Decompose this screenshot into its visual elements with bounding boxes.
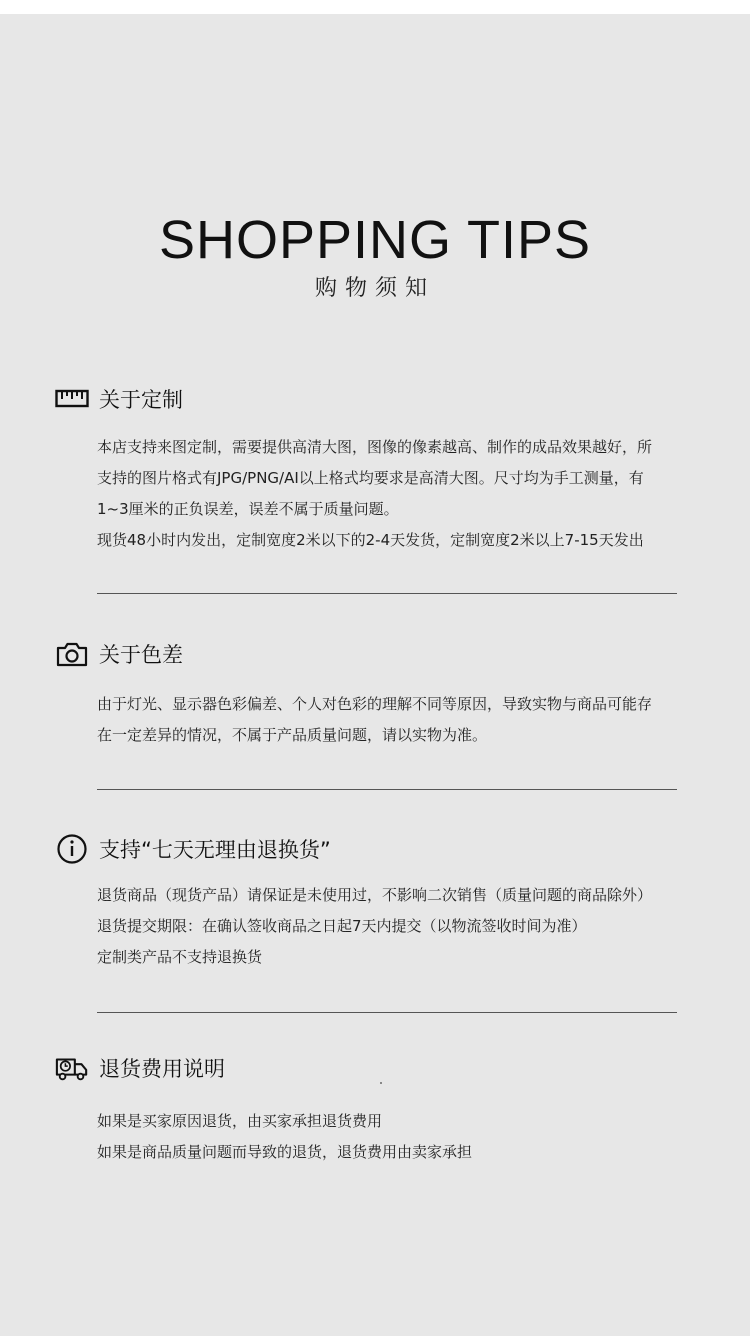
section-title: 支持“七天无理由退换货” — [99, 838, 331, 862]
body-line: 退货商品（现货产品）请保证是未使用过，不影响二次销售（质量问题的商品除外） — [97, 886, 653, 904]
section-body — [97, 432, 682, 556]
body-line: 如果是买家原因退货，由买家承担退货费用 — [97, 1112, 383, 1130]
camera-icon — [55, 637, 89, 671]
body-line: 定制类产品不支持退换货 — [97, 948, 263, 966]
divider — [97, 593, 677, 594]
section-header — [55, 832, 331, 866]
body-line: 退货提交期限：在确认签收商品之日起7天内提交（以物流签收时间为准） — [97, 917, 587, 935]
section-body — [97, 880, 682, 973]
section-body — [97, 1106, 682, 1168]
page-subtitle: 购物须知 — [314, 276, 435, 301]
info-icon — [55, 832, 89, 866]
delivery-truck-icon — [55, 1051, 89, 1085]
body-line: 现货48小时内发出，定制宽度2米以下的2-4天发货，定制宽度2米以上7-15天发出 — [97, 531, 644, 549]
body-line: 支持的图片格式有JPG/PNG/AI以上格式均要求是高清大图。尺寸均为手工测量，有 — [97, 469, 644, 487]
body-line: 本店支持来图定制，需要提供高清大图，图像的像素越高、制作的成品效果越好，所 — [97, 438, 653, 456]
body-line: 1~3厘米的正负误差，误差不属于质量问题。 — [97, 500, 399, 518]
body-line: 由于灯光、显示器色彩偏差、个人对色彩的理解不同等原因，导致实物与商品可能存 — [97, 695, 653, 713]
section-header — [55, 637, 183, 671]
speck-mark — [380, 1082, 382, 1084]
page-title: SHOPPING TIPS — [158, 210, 592, 270]
body-line: 如果是商品质量问题而导致的退货，退货费用由卖家承担 — [97, 1143, 473, 1161]
section-body — [97, 689, 682, 751]
section-header — [55, 382, 183, 416]
section-title: 关于色差 — [99, 643, 183, 667]
section-title: 关于定制 — [99, 388, 183, 412]
divider — [97, 789, 677, 790]
body-line: 在一定差异的情况，不属于产品质量问题，请以实物为准。 — [97, 726, 488, 744]
ruler-icon — [55, 382, 89, 416]
section-title: 退货费用说明 — [99, 1057, 225, 1081]
section-header — [55, 1051, 225, 1085]
divider — [97, 1012, 677, 1013]
